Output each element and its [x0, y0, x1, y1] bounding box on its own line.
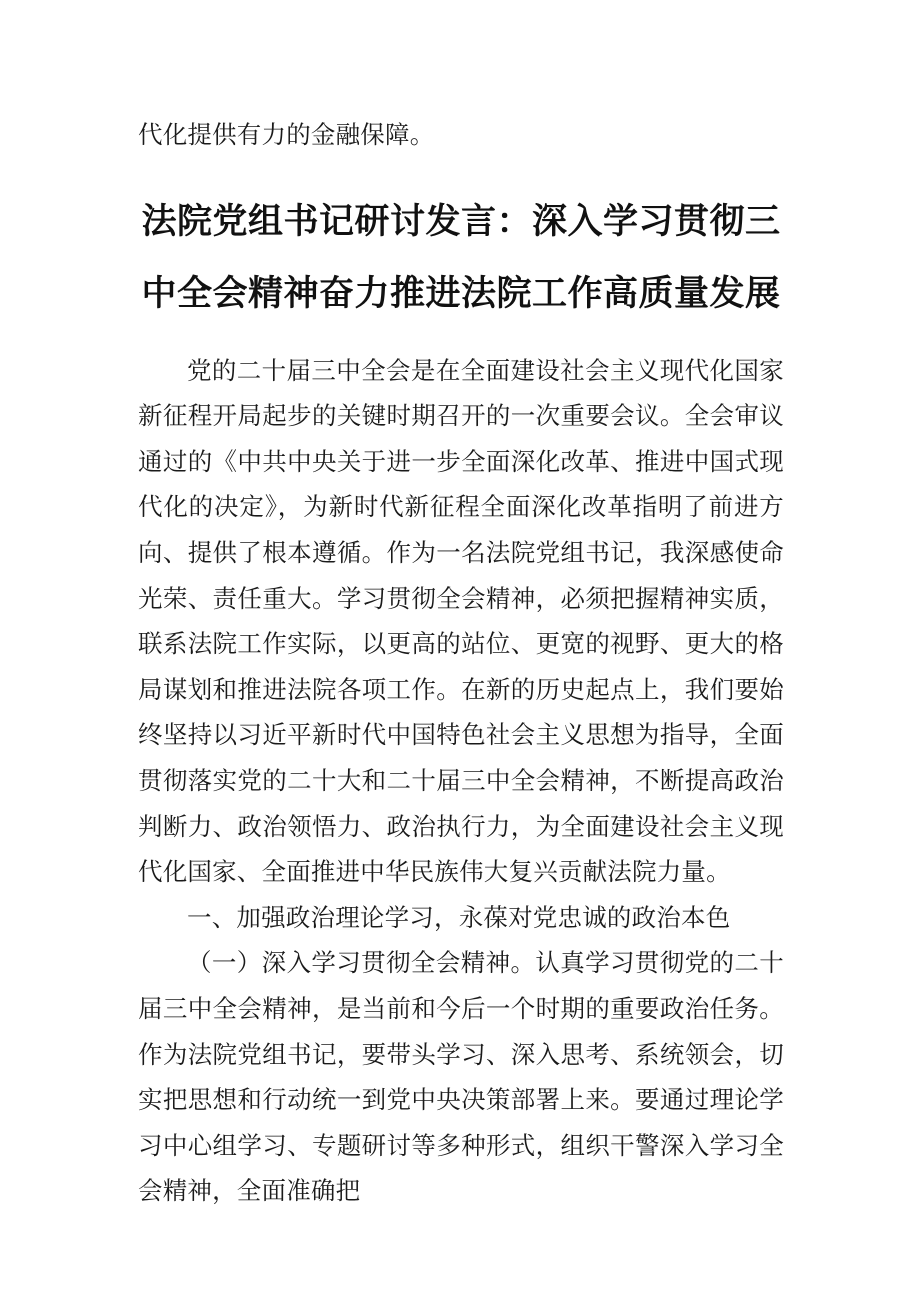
title-line-2: 中全会精神奋力推进法院工作高质量发展: [141, 273, 781, 314]
section-heading: 一、加强政治理论学习，永葆对党忠诚的政治本色: [187, 902, 731, 932]
document-title: [138, 186, 784, 330]
intro-paragraph: 党的二十届三中全会是在全面建设社会主义现代化国家新征程开局起步的关键时期召开的一次重要会议。全会审议通过的《中共中央关于进一步全面深化改革、推进中国式现代化的决定》，为新时代新征程全面深化改革指明了前进方向、提供了根本遵循。作为一名法院党组书记，我深感使命光荣、责任重大。学习贯彻全会精神，必须把握精神实质，联系法院工作实际，以更高的站位、更宽的视野、更大的格局谋划和推进法院各项工作。在新的历史起点上，我们要始终坚持以习近平新时代中国特色社会主义思想为指导，全面贯彻落实党的二十大和二十届三中全会精神，不断提高政治判断力、政治领悟力、政治执行力，为全面建设社会主义现代化国家、全面推进中华民族伟大复兴贡献法院力量。: [138, 355, 784, 887]
subsection-paragraph: （一）深入学习贯彻全会精神。认真学习贯彻党的二十届三中全会精神，是当前和今后一个时期的重要政治任务。作为法院党组书记，要带头学习、深入思考、系统领会，切实把思想和行动统一到党中央决策部署上来。要通过理论学习中心组学习、专题研讨等多种形式，组织干警深入学习全会精神，全面准确把: [138, 948, 784, 1206]
lead-in-text: 代化提供有力的金融保障。: [138, 120, 435, 149]
title-line-1: 法院党组书记研讨发言：深入学习贯彻三: [141, 201, 781, 242]
